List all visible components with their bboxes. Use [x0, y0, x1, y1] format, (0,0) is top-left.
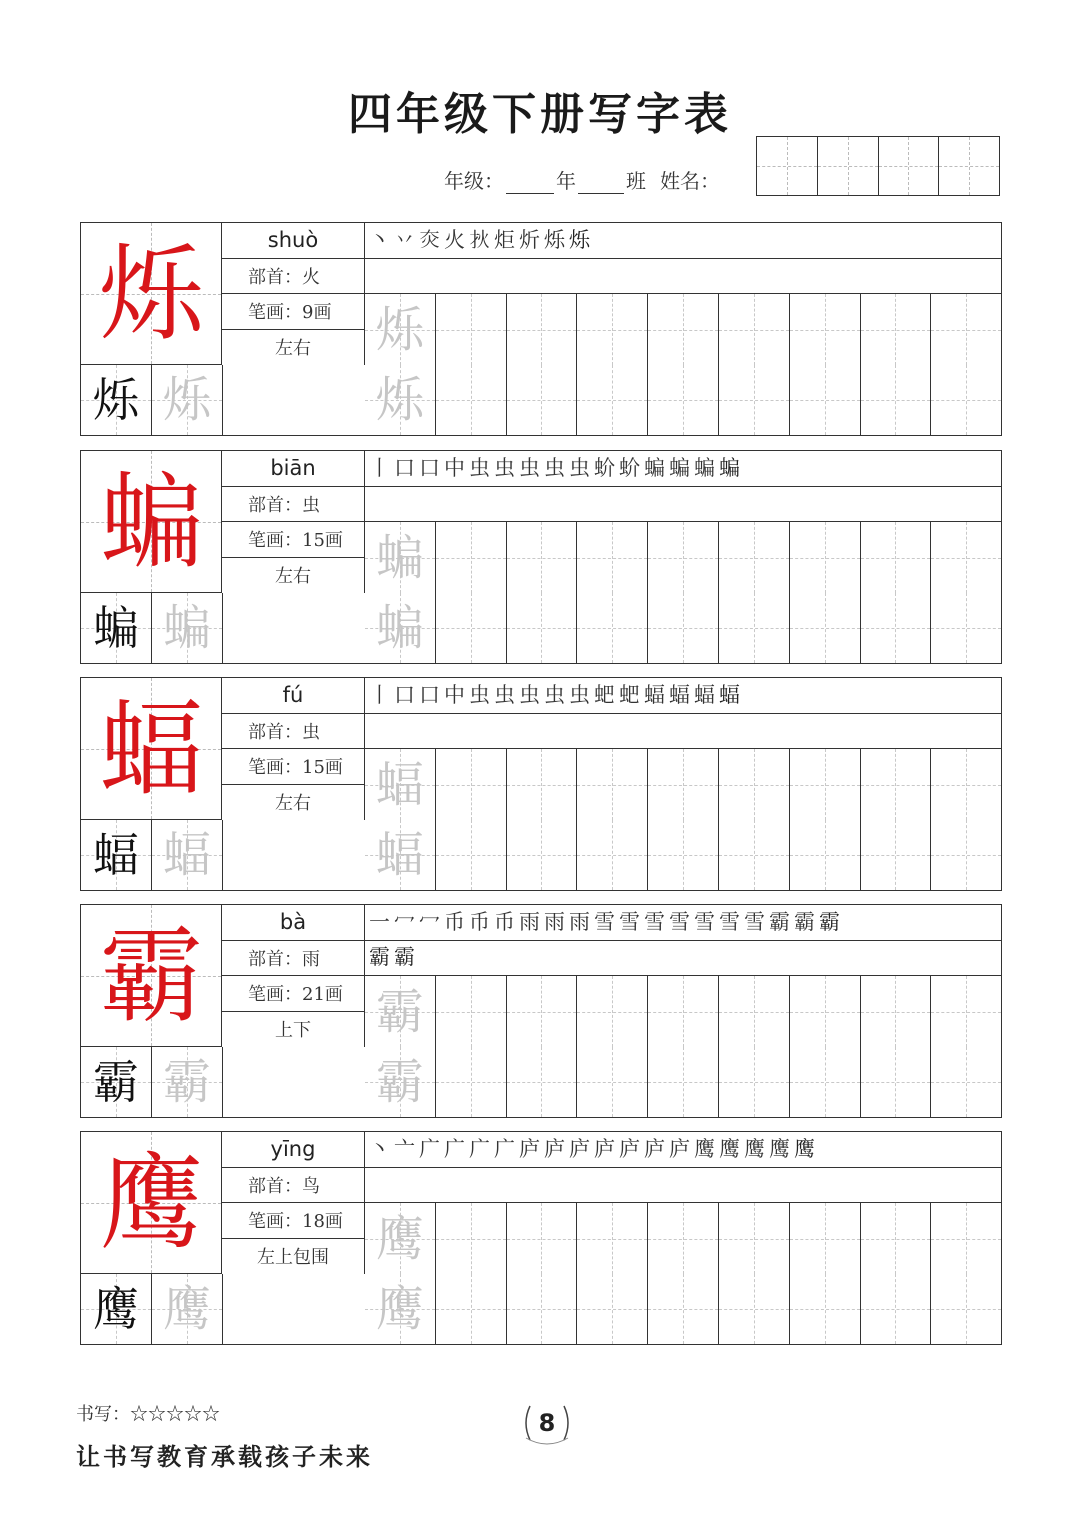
practice-cell[interactable]: [719, 522, 790, 593]
trace-character: 烁: [375, 301, 424, 358]
character-info: [222, 451, 365, 593]
stroke-step: 𤆎: [469, 227, 490, 252]
stroke-step: 币: [469, 909, 490, 934]
stroke-count-label: 笔画：21画: [222, 976, 364, 1012]
stroke-step: 蝠: [694, 682, 715, 707]
model-character-cell: [81, 451, 222, 593]
practice-cell[interactable]: [365, 1274, 436, 1344]
practice-cell[interactable]: [436, 1047, 507, 1117]
practice-cell[interactable]: [861, 294, 932, 365]
practice-row-upper: [365, 294, 1001, 365]
character-block: [80, 904, 1002, 1118]
stroke-step: 霸: [394, 945, 415, 970]
stroke-step: 霸: [369, 945, 390, 970]
stroke-step: 火: [444, 227, 465, 252]
stroke-step: 烁: [569, 227, 590, 252]
stroke-step: 蝠: [644, 682, 665, 707]
stroke-count-label: 笔画：9画: [222, 294, 364, 330]
practice-cell[interactable]: [577, 365, 648, 435]
stroke-count-label: 笔画：15画: [222, 522, 364, 558]
pinyin-label: yīng: [222, 1132, 364, 1168]
stroke-step: 庐: [644, 1136, 665, 1161]
structure-label: 左上包围: [257, 1247, 329, 1269]
name-box[interactable]: [818, 137, 879, 195]
practice-row-upper: [365, 522, 1001, 593]
stroke-step: 中: [444, 682, 465, 707]
practice-cell[interactable]: [436, 294, 507, 365]
practice-cell[interactable]: [861, 365, 932, 435]
stroke-order-row-2: [365, 1168, 1001, 1204]
stroke-step: 庐: [544, 1136, 565, 1161]
practice-cell[interactable]: [931, 1047, 1001, 1117]
practice-cell[interactable]: [507, 365, 578, 435]
practice-cell[interactable]: [861, 749, 932, 820]
stroke-step: 币: [444, 909, 465, 934]
stroke-step: 广: [469, 1136, 490, 1161]
stroke-step: 烁: [544, 227, 565, 252]
trace-character: 霸: [375, 983, 424, 1040]
practice-cell[interactable]: [931, 976, 1001, 1047]
radical-label: 部首：虫: [222, 487, 364, 523]
stroke-order-row-2: [365, 259, 1001, 295]
practice-cell[interactable]: [719, 365, 790, 435]
practice-cell[interactable]: [577, 522, 648, 593]
model-character-small: 烁: [93, 373, 139, 427]
stroke-step: 虫: [519, 682, 540, 707]
writing-rating: 书写：☆☆☆☆☆: [76, 1404, 220, 1425]
class-label: 班: [626, 169, 646, 193]
character-block: [80, 677, 1002, 891]
stroke-order-row: [365, 223, 1001, 259]
name-box[interactable]: [879, 137, 940, 195]
model-character-cell: [81, 905, 222, 1047]
model-cell[interactable]: [81, 593, 152, 663]
stroke-step: 蝙: [669, 455, 690, 480]
stroke-step: 冖: [419, 909, 440, 934]
stroke-step: 庐: [569, 1136, 590, 1161]
stroke-step: 鹰: [769, 1136, 790, 1161]
stroke-step: 亠: [394, 1136, 415, 1161]
practice-cell[interactable]: [507, 1274, 578, 1344]
practice-cell[interactable]: [577, 976, 648, 1047]
pinyin-label: bà: [222, 905, 364, 941]
stroke-step: 冖: [394, 909, 415, 934]
stroke-step: 雪: [644, 909, 665, 934]
stroke-step: 虫: [469, 682, 490, 707]
stroke-step: 广: [494, 1136, 515, 1161]
model-character-cell: [81, 223, 222, 365]
practice-cell[interactable]: [790, 1274, 861, 1344]
practice-row-upper: [365, 1203, 1001, 1274]
model-row-left: [81, 1274, 365, 1344]
model-character-small: 霸: [93, 1055, 139, 1109]
practice-cell[interactable]: [152, 593, 223, 663]
footer-motto: 让书写教育承载孩子未来: [76, 1442, 373, 1471]
stroke-step: 丶: [369, 1136, 390, 1161]
structure-label: 上下: [275, 1020, 311, 1042]
practice-cell[interactable]: [648, 976, 719, 1047]
practice-cell[interactable]: [436, 976, 507, 1047]
practice-cell[interactable]: [861, 820, 932, 890]
practice-cell[interactable]: [719, 294, 790, 365]
practice-cell[interactable]: [577, 1203, 648, 1274]
model-cell[interactable]: [81, 1047, 152, 1117]
stroke-step: 鹰: [719, 1136, 740, 1161]
stroke-order-row-2: [365, 941, 1001, 977]
year-label: 年: [556, 169, 576, 193]
stroke-step: 庐: [519, 1136, 540, 1161]
trace-character: 鹰: [375, 1281, 424, 1337]
stroke-step: 丷: [394, 227, 415, 252]
practice-cell[interactable]: [365, 976, 436, 1047]
practice-cell[interactable]: [648, 1203, 719, 1274]
practice-cell[interactable]: [648, 522, 719, 593]
page-title: 四年级下册写字表: [348, 89, 732, 140]
model-cell[interactable]: [81, 1274, 152, 1344]
character-info: [222, 223, 365, 365]
stroke-step: 雨: [569, 909, 590, 934]
stroke-step: 霸: [794, 909, 815, 934]
practice-cell[interactable]: [648, 294, 719, 365]
stroke-order-row: [365, 451, 1001, 487]
stroke-step: 虫: [494, 455, 515, 480]
stroke-step: 丨: [369, 682, 390, 707]
practice-cell[interactable]: [931, 820, 1001, 890]
page-number-text: 8: [538, 1409, 556, 1437]
stroke-step: 雪: [719, 909, 740, 934]
practice-cell[interactable]: [436, 593, 507, 663]
practice-cell[interactable]: [790, 522, 861, 593]
practice-cell[interactable]: [577, 820, 648, 890]
stroke-step: 蝙: [644, 455, 665, 480]
practice-cell[interactable]: [861, 1203, 932, 1274]
character-info: [222, 1132, 365, 1274]
trace-character: 鹰: [375, 1210, 424, 1267]
practice-cell[interactable]: [648, 593, 719, 663]
practice-cell[interactable]: [577, 593, 648, 663]
trace-character: 蝙: [162, 600, 211, 656]
practice-row-lower: [365, 365, 1001, 435]
trace-character: 蝠: [375, 756, 424, 813]
trace-character: 鹰: [162, 1281, 211, 1337]
structure-label: 左右: [275, 566, 311, 588]
stroke-step: 霸: [769, 909, 790, 934]
practice-cell[interactable]: [719, 1274, 790, 1344]
practice-cell[interactable]: [790, 593, 861, 663]
model-character-small: 蝠: [93, 828, 139, 882]
stroke-step: 口: [419, 682, 440, 707]
stroke-step: 霸: [819, 909, 840, 934]
character-block: [80, 450, 1002, 664]
practice-cell[interactable]: [648, 749, 719, 820]
stroke-step: 雪: [669, 909, 690, 934]
stroke-step: 一: [369, 909, 390, 934]
stroke-order-row: [365, 1132, 1001, 1168]
stroke-step: 虫: [469, 455, 490, 480]
practice-cell[interactable]: [577, 1274, 648, 1344]
practice-cell[interactable]: [861, 522, 932, 593]
practice-cell[interactable]: [152, 365, 223, 435]
practice-cell[interactable]: [152, 820, 223, 890]
stroke-step: 炬: [494, 227, 515, 252]
stroke-order-row: [365, 905, 1001, 941]
practice-cell[interactable]: [436, 522, 507, 593]
practice-cell[interactable]: [931, 593, 1001, 663]
trace-character: 霸: [162, 1054, 211, 1110]
stroke-step: 雪: [619, 909, 640, 934]
stroke-step: 蝠: [669, 682, 690, 707]
practice-cell[interactable]: [648, 820, 719, 890]
name-box[interactable]: [757, 137, 818, 195]
stroke-step: 口: [419, 455, 440, 480]
pinyin-label: biān: [222, 451, 364, 487]
practice-cell[interactable]: [719, 749, 790, 820]
practice-row-upper: [365, 976, 1001, 1047]
stroke-step: 虫: [569, 455, 590, 480]
radical-label: 部首：雨: [222, 941, 364, 977]
stroke-step: 蚧: [619, 455, 640, 480]
practice-cell[interactable]: [365, 294, 436, 365]
practice-cell[interactable]: [648, 1274, 719, 1344]
radical-label: 部首：虫: [222, 714, 364, 750]
practice-cell[interactable]: [719, 593, 790, 663]
practice-cell[interactable]: [648, 365, 719, 435]
practice-cell[interactable]: [790, 976, 861, 1047]
stroke-step: 虫: [544, 455, 565, 480]
practice-row-lower: [365, 1047, 1001, 1117]
practice-row-lower: [365, 820, 1001, 890]
practice-cell[interactable]: [365, 365, 436, 435]
stroke-step: 丶: [369, 227, 390, 252]
practice-cell[interactable]: [931, 365, 1001, 435]
stroke-step: 𤆍: [419, 227, 440, 252]
model-row-left: [81, 1047, 365, 1117]
practice-cell[interactable]: [152, 1047, 223, 1117]
stroke-step: 雪: [594, 909, 615, 934]
stroke-step: 广: [419, 1136, 440, 1161]
stroke-step: 炘: [519, 227, 540, 252]
class-info-line: [444, 160, 720, 194]
stroke-step: 蝙: [694, 455, 715, 480]
practice-cell[interactable]: [436, 749, 507, 820]
character-info: [222, 678, 365, 820]
practice-cell[interactable]: [719, 976, 790, 1047]
stroke-step: 雨: [544, 909, 565, 934]
practice-cell[interactable]: [577, 294, 648, 365]
structure-label: 左右: [275, 338, 311, 360]
pinyin-label: shuò: [222, 223, 364, 259]
model-cell[interactable]: [81, 365, 152, 435]
stroke-step: 虫: [569, 682, 590, 707]
character-block: [80, 222, 1002, 436]
model-character-cell: [81, 1132, 222, 1274]
stroke-step: 雨: [519, 909, 540, 934]
stroke-step: 庐: [594, 1136, 615, 1161]
practice-cell[interactable]: [931, 294, 1001, 365]
structure-label: 左右: [275, 793, 311, 815]
stroke-order-row-2: [365, 487, 1001, 523]
stroke-step: 币: [494, 909, 515, 934]
practice-cell[interactable]: [507, 820, 578, 890]
trace-character: 烁: [162, 372, 211, 428]
stroke-count-label: 笔画：18画: [222, 1203, 364, 1239]
stroke-order-row-2: [365, 714, 1001, 750]
practice-cell[interactable]: [365, 749, 436, 820]
practice-cell[interactable]: [790, 1203, 861, 1274]
practice-cell[interactable]: [507, 749, 578, 820]
practice-cell[interactable]: [931, 522, 1001, 593]
model-character-cell: [81, 678, 222, 820]
practice-cell[interactable]: [365, 593, 436, 663]
trace-character: 蝙: [375, 600, 424, 656]
practice-cell[interactable]: [507, 1047, 578, 1117]
stroke-step: 鹰: [694, 1136, 715, 1161]
model-character-small: 蝙: [93, 601, 139, 655]
model-row-left: [81, 820, 365, 890]
stroke-step: 蚆: [619, 682, 640, 707]
trace-character: 蝠: [162, 827, 211, 883]
stroke-step: 口: [394, 682, 415, 707]
stroke-order-row: [365, 678, 1001, 714]
practice-cell[interactable]: [365, 522, 436, 593]
trace-character: 蝠: [375, 827, 424, 883]
model-character-large: 烁: [99, 233, 204, 355]
model-character-large: 鹰: [99, 1142, 204, 1264]
grade-blank[interactable]: [506, 173, 554, 194]
model-row-left: [81, 365, 365, 435]
practice-cell[interactable]: [436, 1203, 507, 1274]
practice-cell[interactable]: [365, 1203, 436, 1274]
practice-cell[interactable]: [861, 593, 932, 663]
stroke-step: 庐: [669, 1136, 690, 1161]
page-number: [520, 1398, 574, 1448]
practice-cell[interactable]: [648, 1047, 719, 1117]
stroke-step: 雪: [744, 909, 765, 934]
model-character-large: 蝠: [99, 688, 204, 810]
character-block: [80, 1131, 1002, 1345]
practice-cell[interactable]: [152, 1274, 223, 1344]
name-boxes[interactable]: [756, 136, 1000, 196]
stroke-step: 丨: [369, 455, 390, 480]
practice-cell[interactable]: [577, 1047, 648, 1117]
model-character-large: 霸: [99, 915, 204, 1037]
practice-cell[interactable]: [507, 294, 578, 365]
stroke-step: 雪: [694, 909, 715, 934]
practice-cell[interactable]: [931, 1203, 1001, 1274]
practice-cell[interactable]: [507, 593, 578, 663]
practice-row-upper: [365, 749, 1001, 820]
stroke-step: 蚆: [594, 682, 615, 707]
pinyin-label: fú: [222, 678, 364, 714]
stroke-step: 广: [444, 1136, 465, 1161]
practice-cell[interactable]: [719, 820, 790, 890]
practice-cell[interactable]: [719, 1047, 790, 1117]
trace-character: 蝙: [375, 529, 424, 586]
model-cell[interactable]: [81, 820, 152, 890]
practice-cell[interactable]: [719, 1203, 790, 1274]
practice-cell[interactable]: [507, 522, 578, 593]
class-blank[interactable]: [578, 173, 624, 194]
practice-cell[interactable]: [931, 1274, 1001, 1344]
grade-label: 年级：: [444, 169, 504, 193]
stroke-step: 蚧: [594, 455, 615, 480]
practice-cell[interactable]: [790, 820, 861, 890]
practice-cell[interactable]: [436, 820, 507, 890]
stroke-count-label: 笔画：15画: [222, 749, 364, 785]
model-character-small: 鹰: [93, 1282, 139, 1336]
stroke-step: 虫: [494, 682, 515, 707]
name-label: 姓名：: [660, 169, 720, 193]
character-info: [222, 905, 365, 1047]
name-box[interactable]: [939, 137, 999, 195]
practice-cell[interactable]: [790, 749, 861, 820]
stroke-step: 中: [444, 455, 465, 480]
practice-cell[interactable]: [931, 749, 1001, 820]
practice-cell[interactable]: [436, 365, 507, 435]
practice-cell[interactable]: [861, 1274, 932, 1344]
trace-character: 霸: [375, 1054, 424, 1110]
stroke-step: 虫: [519, 455, 540, 480]
practice-cell[interactable]: [507, 1203, 578, 1274]
stroke-step: 蝠: [719, 682, 740, 707]
practice-cell[interactable]: [365, 1047, 436, 1117]
stroke-step: 蝙: [719, 455, 740, 480]
model-character-large: 蝙: [99, 461, 204, 583]
practice-cell[interactable]: [861, 976, 932, 1047]
practice-cell[interactable]: [790, 294, 861, 365]
trace-character: 烁: [375, 372, 424, 428]
radical-label: 部首：鸟: [222, 1168, 364, 1204]
practice-cell[interactable]: [790, 365, 861, 435]
practice-row-lower: [365, 593, 1001, 663]
practice-cell[interactable]: [577, 749, 648, 820]
practice-cell[interactable]: [436, 1274, 507, 1344]
stroke-step: 鹰: [744, 1136, 765, 1161]
practice-cell[interactable]: [507, 976, 578, 1047]
model-row-left: [81, 593, 365, 663]
stroke-step: 虫: [544, 682, 565, 707]
stroke-step: 庐: [619, 1136, 640, 1161]
practice-cell[interactable]: [790, 1047, 861, 1117]
practice-cell[interactable]: [861, 1047, 932, 1117]
practice-cell[interactable]: [365, 820, 436, 890]
radical-label: 部首：火: [222, 259, 364, 295]
stroke-step: 口: [394, 455, 415, 480]
practice-row-lower: [365, 1274, 1001, 1344]
stroke-step: 鹰: [794, 1136, 815, 1161]
